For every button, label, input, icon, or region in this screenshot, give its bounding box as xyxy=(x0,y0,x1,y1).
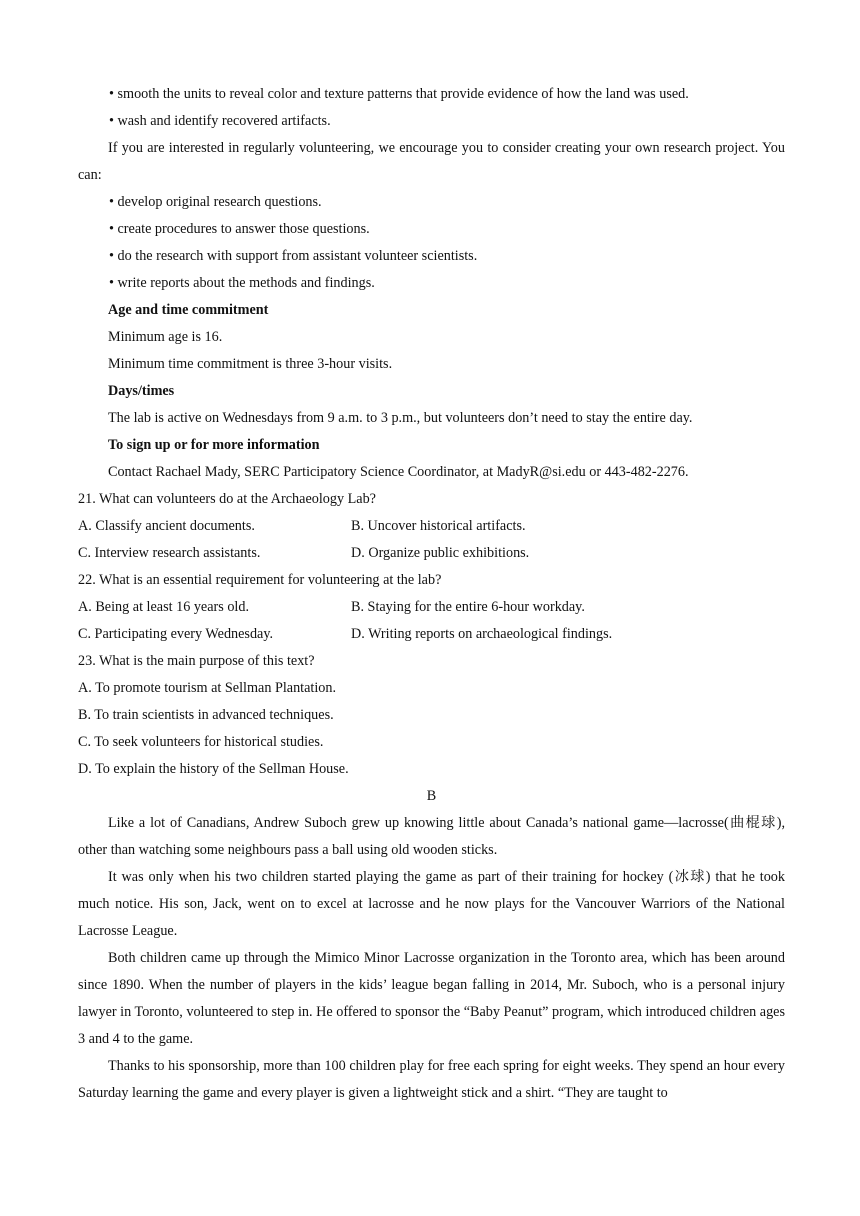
signup-heading: To sign up or for more information xyxy=(108,437,320,453)
question-stem: 22. What is an essential requirement for volunteering at the lab? xyxy=(78,572,442,588)
section-label: B xyxy=(426,788,437,804)
option-row xyxy=(78,621,785,648)
research-intro: If you are interested in regularly volunteering, we encourage you to consider creating your own research project. You can: xyxy=(78,140,785,183)
option-row xyxy=(78,540,785,567)
option-a: A. To promote tourism at Sellman Plantation. xyxy=(78,680,337,696)
age-line: Minimum age is 16. xyxy=(108,329,223,345)
option-b: B. Uncover historical artifacts. xyxy=(351,518,526,534)
option-row xyxy=(78,513,785,540)
bullet-item: • develop original research questions. xyxy=(109,194,322,210)
bullet-item: • write reports about the methods and findings. xyxy=(109,275,375,291)
age-line: Minimum time commitment is three 3-hour visits. xyxy=(108,356,393,372)
question-stem: 23. What is the main purpose of this text? xyxy=(78,653,315,669)
passage-paragraph: It was only when his two children started playing the game as part of their training for hockey (冰球) that he took much notice. His son, Jack, went on to excel at lacrosse and he now plays for the Vancouver Warriors of the National Lacrosse League. xyxy=(78,869,785,939)
option-b: B. To train scientists in advanced techniques. xyxy=(78,707,334,723)
question-stem: 21. What can volunteers do at the Archaeology Lab? xyxy=(78,491,376,507)
bullet-item: • smooth the units to reveal color and texture patterns that provide evidence of how the land was used. xyxy=(109,86,689,102)
age-heading: Age and time commitment xyxy=(108,302,269,318)
option-c: C. To seek volunteers for historical studies. xyxy=(78,734,324,750)
option-row xyxy=(78,594,785,621)
days-line: The lab is active on Wednesdays from 9 a.m. to 3 p.m., but volunteers don’t need to stay the entire day. xyxy=(108,410,693,426)
option-b: B. Staying for the entire 6-hour workday. xyxy=(351,599,585,615)
option-d: D. To explain the history of the Sellman House. xyxy=(78,761,349,777)
option-a: A. Being at least 16 years old. xyxy=(78,599,249,615)
bullet-item: • wash and identify recovered artifacts. xyxy=(109,113,331,129)
bullet-item: • create procedures to answer those questions. xyxy=(109,221,370,237)
passage-paragraph: Like a lot of Canadians, Andrew Suboch grew up knowing little about Canada’s national game—lacrosse(曲棍球), other than watching some neighbours pass a ball using old wooden sticks. xyxy=(78,815,785,858)
option-c: C. Interview research assistants. xyxy=(78,545,261,561)
option-a: A. Classify ancient documents. xyxy=(78,518,255,534)
days-heading: Days/times xyxy=(108,383,175,399)
passage-paragraph: Both children came up through the Mimico Minor Lacrosse organization in the Toronto area, which has been around since 1890. When the number of players in the kids’ league began falling in 2014, Mr. Suboch, who is a personal injury lawyer in Toronto, volunteered to step in. He offered to sponsor the “Baby Peanut” program, which introduced children ages 3 and 4 to the game. xyxy=(78,950,785,1047)
bullet-item: • do the research with support from assistant volunteer scientists. xyxy=(109,248,478,264)
option-d: D. Writing reports on archaeological findings. xyxy=(351,626,613,642)
signup-line: Contact Rachael Mady, SERC Participatory Science Coordinator, at MadyR@si.edu or 443-482-2276. xyxy=(108,464,689,480)
passage-paragraph: Thanks to his sponsorship, more than 100 children play for free each spring for eight weeks. They spend an hour every Saturday learning the game and every player is given a lightweight stick and a shirt. “They are taught to xyxy=(78,1058,785,1101)
option-d: D. Organize public exhibitions. xyxy=(351,545,530,561)
option-c: C. Participating every Wednesday. xyxy=(78,626,274,642)
document-page xyxy=(78,81,785,1107)
